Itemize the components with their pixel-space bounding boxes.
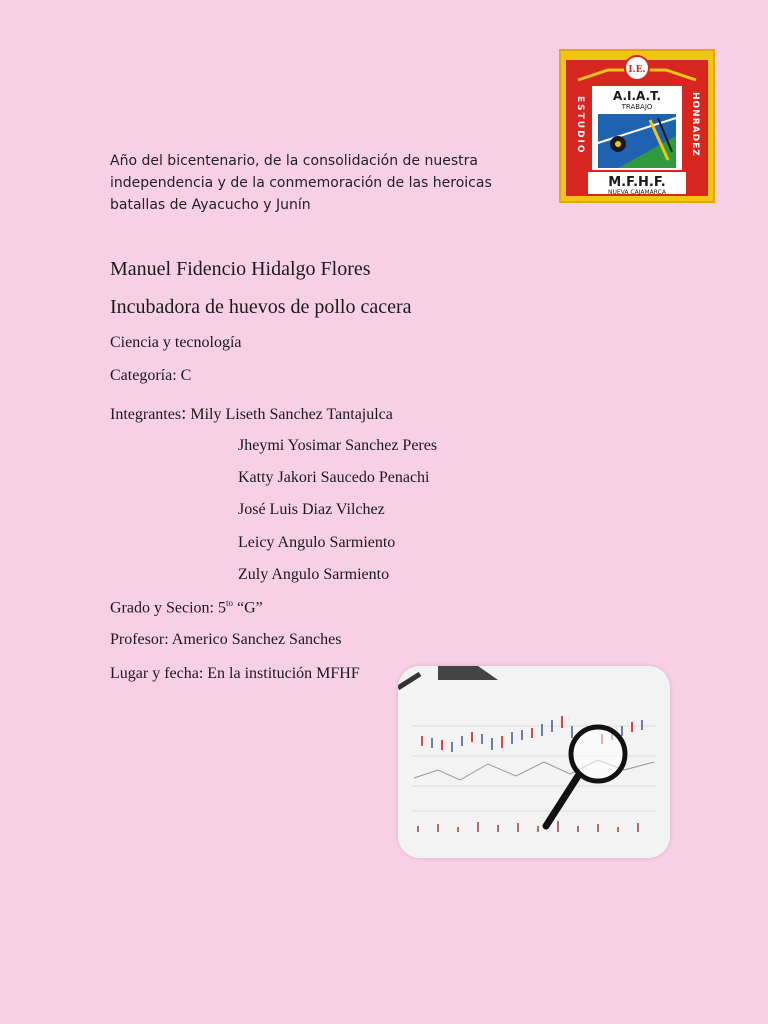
member-1: Mily Liseth Sanchez Tantajulca xyxy=(190,406,393,423)
grade-section-letter: “G” xyxy=(233,599,263,617)
project-title: Incubadora de huevos de pollo cacera xyxy=(110,296,412,318)
magnifier-icon xyxy=(398,666,670,858)
teacher: Profesor: Americo Sanchez Sanches xyxy=(110,631,342,648)
member-3: Katty Jakori Saucedo Penachi xyxy=(238,469,430,486)
logo-bottom-name: M.F.H.F. xyxy=(608,175,666,190)
grade-superscript: to xyxy=(225,598,233,608)
grade-section xyxy=(110,598,263,617)
member-2: Jheymi Yosimar Sanchez Peres xyxy=(238,437,438,454)
logo-top-text: I.E. xyxy=(628,65,646,75)
logo-name: A.I.A.T. xyxy=(612,89,662,103)
member-5: Leicy Angulo Sarmiento xyxy=(238,534,396,551)
member-4: José Luis Diaz Vilchez xyxy=(238,501,385,518)
area: Ciencia y tecnología xyxy=(110,334,242,351)
school-logo xyxy=(558,48,716,204)
magnifier-chart-photo xyxy=(398,666,670,858)
logo-left-word: ESTUDIO xyxy=(575,96,585,155)
author-name: Manuel Fidencio Hidalgo Flores xyxy=(110,258,371,280)
logo-location: NUEVA CAJAMARCA xyxy=(608,189,666,196)
grade-prefix: Grado y Secion: 5 xyxy=(110,599,226,617)
members-heading xyxy=(110,403,393,425)
place-date: Lugar y fecha: En la institución MFHF xyxy=(110,665,360,682)
logo-right-word: HONRADEZ xyxy=(690,92,700,157)
members-label: Integrantes xyxy=(110,406,182,423)
member-6: Zuly Angulo Sarmiento xyxy=(238,566,390,583)
logo-subtitle: TRABAJO xyxy=(621,103,653,111)
category: Categoría: C xyxy=(110,367,192,384)
header-motto: Año del bicentenario, de la consolidación de nuestra independencia y de la conmemoración de las heroicas batallas de Ayacucho y Junín xyxy=(110,153,492,213)
members-colon: : xyxy=(181,403,187,424)
